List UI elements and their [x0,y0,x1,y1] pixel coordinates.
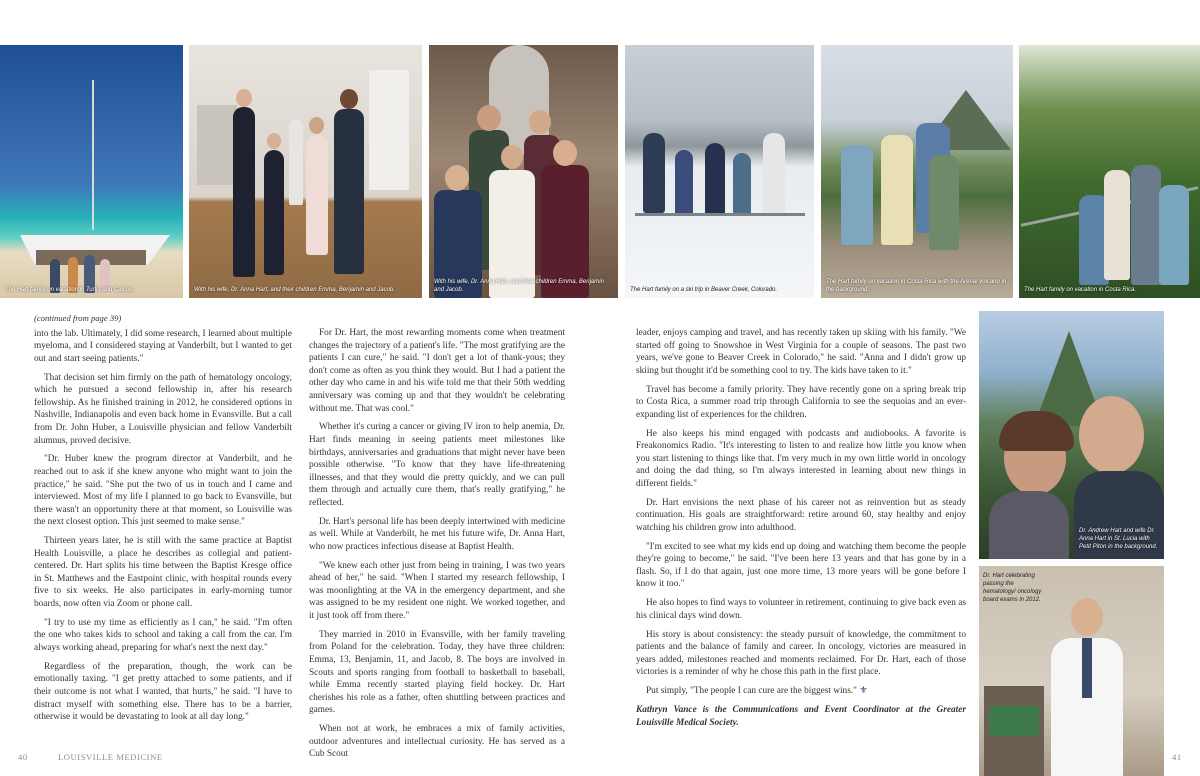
continued-note: (continued from page 39) [34,313,122,323]
article-column-1 [34,312,292,744]
photo-costa-rica-volcano [821,45,1013,298]
final-quote: Put simply, "The people I can cure are the biggest wins." [646,686,857,697]
paragraph: Whether it's curing a cancer or giving IV iron to help anemia, Dr. Hart finds meaning in seeing patients meet milestones like birthdays, anniversaries and graduations that might never have been possible otherwise. "To know that they have life-threatening illnesses, and that they would die pretty quickly, and we can pull them through and actually cure them, that's really gratifying," he reflected. [309,422,565,508]
paragraph: Regardless of the preparation, though, the work can be emotionally taxing. "I get pretty attached to some patients, and if their outcome is not what I wanted, that hurts," he said. "I have to distract myself with something else. There has to be a barrier, otherwise it would be devastating to look at all day long." [34,661,292,723]
photo-caption: The Hart family on vacation in Costa Rica. [1024,287,1137,293]
photo-caption: The Hart family on vacation in Costa Rica with the Arenal volcano in the background. [826,279,1007,293]
photo-caption: With his wife, Dr. Anna Hart, and their children Emma, Benjamin and Jacob. [194,287,395,293]
author-byline: Kathryn Vance is the Communications and Event Coordinator at the Greater Louisville Medical Society. [636,704,966,728]
paragraph: Travel has become a family priority. They have recently gone on a spring break trip to Costa Rica, a summer road trip through California to see the sequoias and an ever-expanding list of experiences for the children. [636,384,966,420]
photo-turks-caicos [0,45,183,298]
photo-caption: Dr. Hart celebrating passing the hematology/ oncology board exams in 2012. [983,573,1042,603]
paragraph: He also hopes to find ways to volunteer in retirement, continuing to give back even as his clinical days wind down. [636,598,966,621]
article-column-3 [636,327,966,747]
paragraph: Dr. Hart's personal life has been deeply intertwined with medicine as well. While at Vanderbilt, he met his future wife, Dr. Anna Hart, who now practices infectious disease at Baptist Health. [309,516,565,552]
photo-caption: Dr. Andrew Hart and wife Dr. Anna Hart in St. Lucia with Petit Piton in the background. [1079,528,1158,550]
paragraph: Dr. Hart envisions the next phase of his career not as reinvention but as steady continuation. His goals are straightforward: retire around 60, stay healthy and enjoy watching his children grow into adulthood. [636,497,966,533]
photo-caption: The Hart family on a ski trip in Beaver Creek, Colorado. [630,287,778,293]
paragraph: That decision set him firmly on the path of hematology oncology, which he pursued a second fellowship in, after his research fellowship. As he finished training in 2012, he considered options in Nashville, Indianapolis and even back home in Evansville. But a call from Dr. John Huber, a Louisville physician and fellow Vanderbilt alumnus, proved decisive. [34,372,292,446]
paragraph: They married in 2010 in Evansville, with her family traveling from Poland for the celebration. Today, they have three children: Emma, 13, Benjamin, 11, and Jacob, 8. The boys are involved in Scouts and sports ranging from football to basketball to baseball, while Emma recently started playing field hockey. Dr. Hart cherishes his role as a father, often shuttling between practices and games. [309,629,565,716]
paragraph-final [636,685,966,698]
photo-costa-rica-bridge [1019,45,1200,298]
paragraph: "I try to use my time as efficiently as I can," he said. "I'm often the one who takes kids to school and taking a call from the car. I'm always working ahead, preparing for what's next the next day." [34,617,292,653]
photo-board-exams [979,566,1164,776]
paragraph: "I'm excited to see what my kids end up doing and watching them become the people they're going to become," he said. "I've been here 13 years and that has gone by in a flash. So, if I do that again, just one more time, 13 more years will be gone before I know it too." [636,541,966,590]
paragraph: "Dr. Huber knew the program director at Vanderbilt, and he reached out to ask if she knew anyone who might want to join the practice," he said. "She put the two of us in touch and I came and interviewed. Most of my life I planned to go back to Evansville, but there wasn't an opportunity there at that moment, so Louisville was the next closest option. This just seemed to make sense." [34,454,292,528]
photo-ski-trip [625,45,814,298]
paragraph: "We knew each other just from being in training, I was two years ahead of her," he said. "When I started my research fellowship, I was moonlighting at the VA in the emergency department, and she was assigned to be my resident one night. We worked together, and it just took off from there." [309,560,565,622]
photo-st-lucia [979,311,1164,559]
article-column-2 [309,327,565,759]
paragraph: For Dr. Hart, the most rewarding moments come when treatment changes the trajectory of a patient's life. "The most gratifying are the patients I can cure," he said. "I don't get a lot of thank-yous; they don't come as often as you think they would. But I had a patient the other day who came in and his wife told me that their 50th wedding anniversary was coming up and that they wouldn't be celebrating without me. That was cool." [309,328,565,414]
photo-caption: With his wife, Dr. Anna Hart, and their children Emma, Benjamin and Jacob. [434,279,604,293]
photo-family-church [429,45,618,298]
photo-family-home [189,45,422,298]
paragraph: He also keeps his mind engaged with podcasts and audiobooks. A favorite is Freakonomics Radio. "It's interesting to listen to and realize how little you know when you start listening to things like that. I'm very much in my own little world in oncology and doing the dad thing, so I'm always interested in learning about new things in different fields." [636,428,966,489]
page-number-left: 40 [18,752,28,762]
paragraph: into the lab. Ultimately, I did some research, I learned about multiple myeloma, and I considered staying at Vanderbilt, but I wanted to get out and start seeing patients." [34,328,292,364]
page-number-right: 41 [1172,752,1182,762]
paragraph: leader, enjoys camping and travel, and has recently taken up skiing with his family. "We started off going to Snowshoe in West Virginia for a couple of seasons. The past two years, we've gone to Beaver Creek in Colorado," he said. "Anna and I didn't grow up skiing but thought it'd be something cool to try. The kids have taken to it." [636,328,966,376]
paragraph: When not at work, he embraces a mix of family activities, outdoor adventures and intellectual curiosity. He has served as a Cub Scout [309,724,565,759]
magazine-name: LOUISVILLE MEDICINE [58,752,163,762]
photo-caption: The Hart family on vacation in Turks and Caicos. [5,287,134,293]
paragraph: His story is about consistency: the steady pursuit of knowledge, the commitment to patients and the balance of family and career. In oncology, victories are measured in years added, milestones reached and moments reclaimed. For Dr. Hart, each of those victories is a reminder of why he chose this path in the first place. [636,629,966,678]
paragraph: Thirteen years later, he is still with the same practice at Baptist Health Louisville, a place he describes as collegial and patient-centered. Dr. Hart splits his time between the Baptist Kresge office in St. Matthews and the Eastpoint clinic, with hospital rounds every five to six weeks. He also participates in early-morning tumor boards, now often via Zoom or phone call. [34,536,292,610]
fleur-de-lis-icon: ⚜ [859,686,868,697]
